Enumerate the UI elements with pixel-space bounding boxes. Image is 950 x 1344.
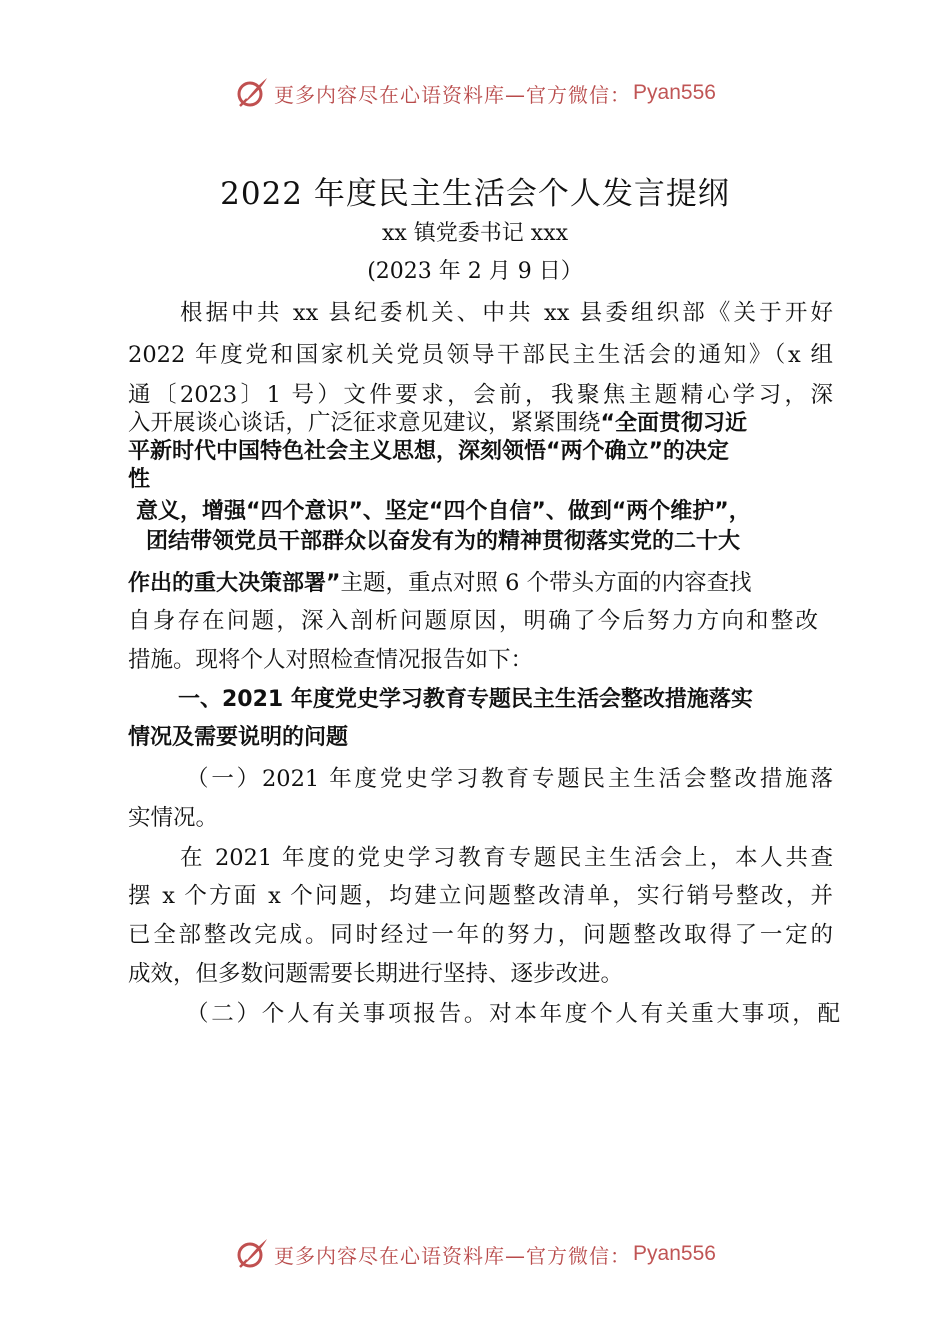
intro-line-4-emphasis: “全面贯彻习近 bbox=[600, 411, 747, 436]
watermark-wechat-id: Pyan556 bbox=[633, 81, 716, 104]
intro-line-3: 通〔2023〕1 号）文件要求，会前，我聚焦主题精心学习，深 bbox=[128, 382, 833, 408]
intro-line-9-emphasis: 作出的重大决策部署” bbox=[128, 571, 341, 596]
subsection-1-line-1: （一）2021 年度党史学习教育专题民主生活会整改措施落 bbox=[186, 766, 833, 792]
intro-line-9-text: 主题，重点对照 6 个带头方面的内容查找 bbox=[340, 570, 752, 596]
document-author: xx 镇党委书记 xxx bbox=[381, 221, 569, 246]
intro-line-2: 2022 年度党和国家机关党员领导干部民主生活会的通知》（x 组 bbox=[128, 342, 833, 368]
quill-logo-icon bbox=[234, 1236, 270, 1272]
intro-bold-line-7: 意义，增强“四个意识”、坚定“四个自信”、做到“两个维护”， bbox=[136, 499, 751, 524]
intro-line-4-text: 入开展谈心谈话，广泛征求意见建议，紧紧围绕 bbox=[128, 410, 601, 436]
section-1-heading-line-1: 一、2021 年度党史学习教育专题民主生活会整改措施落实 bbox=[178, 687, 753, 712]
para-2-line-1: 在 2021 年度的党史学习教育专题民主生活会上，本人共查 bbox=[180, 845, 833, 871]
intro-line-11: 措施。现将个人对照检查情况报告如下： bbox=[128, 647, 534, 673]
footer-watermark bbox=[0, 1232, 950, 1276]
watermark-text: 更多内容尽在心语资料库—官方微信： bbox=[274, 1243, 632, 1268]
section-1-heading-line-2: 情况及需要说明的问题 bbox=[128, 725, 349, 750]
para-2-line-3: 已全部整改完成。同时经过一年的努力，问题整改取得了一定的 bbox=[128, 922, 833, 948]
intro-bold-line-6: 性 bbox=[128, 467, 151, 492]
intro-bold-line-5: 平新时代中国特色社会主义思想，深刻领悟“两个确立”的决定 bbox=[128, 439, 729, 464]
intro-bold-line-8: 团结带领党员干部群众以奋发有为的精神贯彻落实党的二十大 bbox=[146, 529, 741, 554]
quill-logo-icon bbox=[234, 75, 270, 111]
watermark-wechat-id: Pyan556 bbox=[633, 1242, 716, 1265]
subsection-1-line-2: 实情况。 bbox=[128, 805, 219, 831]
intro-line-1: 根据中共 xx 县纪委机关、中共 xx 县委组织部《关于开好 bbox=[180, 300, 833, 326]
subsection-2-line-1: （二）个人有关事项报告。对本年度个人有关重大事项，配 bbox=[186, 1001, 840, 1027]
para-2-line-4: 成效，但多数问题需要长期进行坚持、逐步改进。 bbox=[128, 961, 624, 987]
intro-line-9 bbox=[128, 564, 833, 603]
para-2-line-2: 摆 x 个方面 x 个问题，均建立问题整改清单，实行销号整改，并 bbox=[128, 883, 833, 909]
document-title: 2022 年度民主生活会个人发言提纲 bbox=[220, 176, 730, 212]
header-watermark bbox=[0, 71, 950, 115]
watermark-text: 更多内容尽在心语资料库—官方微信： bbox=[274, 82, 632, 107]
document-date: (2023 年 2 月 9 日） bbox=[367, 259, 583, 284]
intro-line-10: 自身存在问题，深入剖析问题原因，明确了今后努力方向和整改 bbox=[128, 608, 818, 634]
